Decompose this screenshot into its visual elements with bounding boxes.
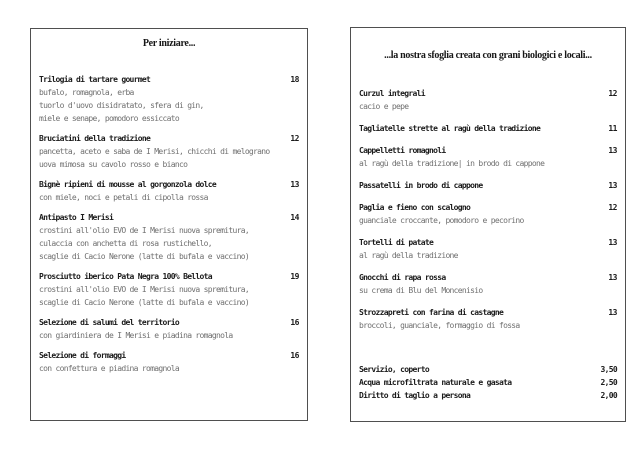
menu-item-row (39, 178, 299, 191)
menu-item-price: 16 (290, 351, 299, 360)
menu-item (39, 132, 299, 171)
menu-item-description: crostini all'olio EVO de I Merisi nuova spremitura, (39, 226, 249, 235)
menu-item-description: tuorlo d'uovo disidratato, sfera di gin, (39, 101, 204, 110)
menu-item-name: Passatelli in brodo di cappone (359, 181, 483, 190)
menu-item-price: 13 (608, 308, 617, 317)
menu-item-price: 13 (290, 180, 299, 189)
menu-item-description: broccoli, guanciale, formaggio di fossa (359, 321, 520, 330)
menu-item-row (39, 349, 299, 362)
menu-item-description: con giardiniera de I Merisi e piadina romagnola (39, 331, 233, 340)
appetizers-menu-panel (30, 28, 308, 421)
menu-item-description: al ragù della tradizione (359, 251, 458, 260)
menu-item-description: culaccia con anchetta di rosa rustichello, (39, 239, 212, 248)
menu-item-price: 11 (608, 124, 617, 133)
menu-item-name: Prosciutto iberico Pata Negra 100% Bellota (39, 272, 212, 281)
charge-price: 3,50 (600, 365, 617, 374)
menu-item-name: Bignè ripieni di mousse al gorgonzola dolce (39, 180, 217, 189)
menu-item-row (39, 316, 299, 329)
menu-item-price: 12 (608, 89, 617, 98)
charge-row (359, 389, 617, 402)
menu-item-price: 13 (608, 238, 617, 247)
pasta-menu-panel (350, 27, 626, 422)
menu-item-price: 12 (290, 134, 299, 143)
menu-item-row (359, 201, 617, 214)
charge-price: 2,00 (600, 391, 617, 400)
menu-item-description: uova mimosa su cavolo rosso e bianco (39, 160, 188, 169)
charge-row (359, 363, 617, 376)
menu-item (39, 73, 299, 125)
cover-charges-list (359, 363, 617, 402)
menu-item-description: al ragù della tradizione| in brodo di cappone (359, 159, 545, 168)
menu-item (359, 201, 617, 227)
menu-item-price: 18 (290, 75, 299, 84)
pasta-item-list (359, 87, 617, 332)
charge-name: Diritto di taglio a persona (359, 391, 471, 400)
menu-item-name: Tagliatelle strette al ragù della tradizione (359, 124, 541, 133)
menu-item-description: scaglie di Cacio Nerone (latte di bufala e vaccino) (39, 298, 249, 307)
menu-item (39, 316, 299, 342)
pasta-section-title: ...la nostra sfoglia creata con grani biologici e locali... (384, 50, 592, 61)
menu-item-description: con confettura e piadina romagnola (39, 364, 179, 373)
menu-item-description: con miele, noci e petali di cipolla rossa (39, 193, 208, 202)
menu-item-row (359, 236, 617, 249)
charge-row (359, 376, 617, 389)
menu-item-description: bufalo, romagnola, erba (39, 88, 134, 97)
appetizers-section-title: Per iniziare... (142, 38, 196, 49)
menu-item-row (39, 132, 299, 145)
menu-item (39, 211, 299, 263)
menu-item (39, 270, 299, 309)
menu-item-description: crostini all'olio EVO de I Merisi nuova spremitura, (39, 285, 249, 294)
menu-item-description: su crema di Blu del Moncenisio (359, 286, 483, 295)
menu-item-price: 13 (608, 273, 617, 282)
menu-item-description: miele e senape, pomodoro essiccato (39, 114, 179, 123)
menu-item-price: 12 (608, 203, 617, 212)
menu-item-name: Tortelli di patate (359, 238, 434, 247)
menu-item-row (359, 179, 617, 192)
menu-item-price: 16 (290, 318, 299, 327)
menu-item-price: 13 (608, 146, 617, 155)
menu-item (359, 122, 617, 135)
menu-item-name: Paglia e fieno con scalogno (359, 203, 471, 212)
charge-name: Servizio, coperto (359, 365, 429, 374)
menu-item-row (39, 73, 299, 86)
menu-item-description: guanciale croccante, pomodoro e pecorino (359, 216, 524, 225)
menu-item (359, 179, 617, 192)
menu-item-description: scaglie di Cacio Nerone (latte di bufala e vaccino) (39, 252, 249, 261)
menu-item (359, 236, 617, 262)
menu-item-price: 14 (290, 213, 299, 222)
charge-price: 2,50 (600, 378, 617, 387)
menu-item-name: Selezione di salumi del territorio (39, 318, 179, 327)
menu-item-row (359, 87, 617, 100)
appetizers-item-list (39, 73, 299, 375)
menu-item-description: pancetta, aceto e saba de I Merisi, chicchi di melograno (39, 147, 270, 156)
menu-item (359, 144, 617, 170)
menu-item-name: Bruciatini della tradizione (39, 134, 151, 143)
menu-item-name: Selezione di formaggi (39, 351, 126, 360)
menu-item-row (359, 271, 617, 284)
menu-item (359, 306, 617, 332)
menu-item-row (359, 144, 617, 157)
menu-item-name: Gnocchi di rapa rossa (359, 273, 446, 282)
menu-item (359, 87, 617, 113)
menu-item-name: Curzul integrali (359, 89, 425, 98)
menu-item-price: 19 (290, 272, 299, 281)
charge-name: Acqua microfiltrata naturale e gasata (359, 378, 512, 387)
menu-item-name: Trilogia di tartare gourmet (39, 75, 151, 84)
menu-item-name: Cappelletti romagnoli (359, 146, 446, 155)
menu-item-price: 13 (608, 181, 617, 190)
menu-item-description: cacio e pepe (359, 102, 409, 111)
menu-item (39, 178, 299, 204)
menu-item (39, 349, 299, 375)
menu-item-row (359, 306, 617, 319)
menu-item-name: Antipasto I Merisi (39, 213, 114, 222)
menu-item-name: Strozzapreti con farina di castagne (359, 308, 504, 317)
menu-item-row (39, 270, 299, 283)
menu-item-row (359, 122, 617, 135)
menu-item (359, 271, 617, 297)
menu-item-row (39, 211, 299, 224)
